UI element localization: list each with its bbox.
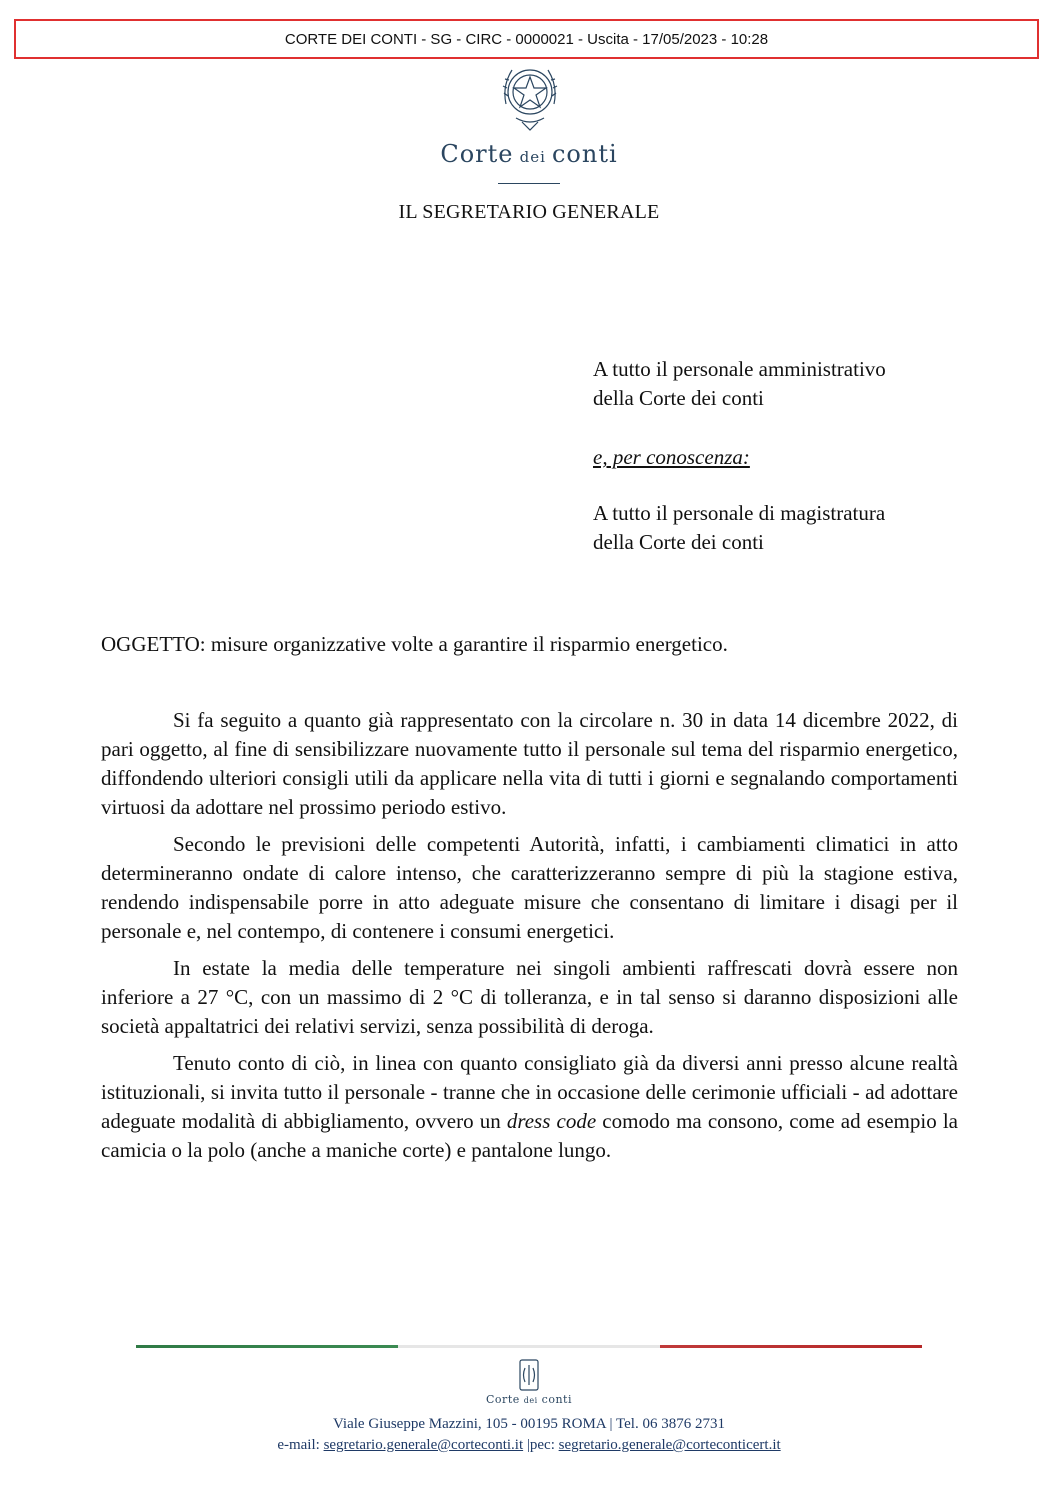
subject-line: OGGETTO: misure organizzative volte a garantire il risparmio energetico. [101, 632, 728, 656]
body-paragraph [101, 1049, 958, 1165]
primary-addressee [593, 355, 886, 413]
footer-flag-white [398, 1345, 660, 1348]
cc-label: e, per conoscenza: [593, 445, 750, 469]
secondary-addressee [593, 499, 885, 557]
email-label: e-mail: [277, 1437, 324, 1453]
body-text-run: Tenuto conto di ciò, in linea con quanto consigliato già da diversi anni presso alcune realtà istituzionali, si invita tutto il personale - tranne che in occasione delle cerimonie ufficiali - ad adottare adeguate modalità di abbigliamento, ovvero un [101, 1051, 958, 1133]
body-paragraph: Si fa seguito a quanto già rappresentato con la circolare n. 30 in data 14 dicembre 2022, di pari oggetto, al fine di sensibilizzare nuovamente tutto il personale sul tema del risparmio energetico, diffondendo ulteriori consigli utili da applicare nella vita di tutti i giorni e segnalando comportamenti virtuosi da adottare nel prossimo periodo estivo. [101, 708, 958, 819]
addressee-line: della Corte dei conti [593, 386, 764, 410]
footer-flag-green [136, 1345, 398, 1348]
institution-divider [498, 183, 560, 184]
body-paragraph: In estate la media delle temperature nei singoli ambienti raffrescati dovrà essere non inferiore a 27 °C, con un massimo di 2 °C di tolleranza, e in tal senso si daranno disposizioni alle società appaltatrici dei relativi servizi, senza possibilità di deroga. [101, 956, 958, 1038]
institution-name-part: conti [551, 140, 618, 168]
footer-address: Viale Giuseppe Mazzini, 105 - 00195 ROMA | Tel. 06 3876 2731 [333, 1416, 725, 1432]
footer-name-part: Corte [486, 1393, 520, 1406]
body-paragraph: Secondo le previsioni delle competenti Autorità, infatti, i cambiamenti climatici in atto determineranno ondate di calore intenso, che caratterizzeranno sempre di più la stagione estiva, rendendo indispensabile porre in atto adeguate misure che consentano di limitare i disagi per il personale e, nel contempo, di contenere i consumi energetici. [101, 832, 958, 943]
addressee-line: A tutto il personale amministrativo [593, 357, 886, 381]
footer-name-part: dei [523, 1396, 538, 1405]
protocol-text: CORTE DEI CONTI - SG - CIRC - 0000021 - Uscita - 17/05/2023 - 10:28 [284, 30, 769, 48]
institution-name-part: dei [519, 148, 546, 166]
body-text-italic: dress code [506, 1109, 597, 1133]
addressee-line: della Corte dei conti [593, 530, 764, 554]
corte-dei-conti-logo-icon [510, 1356, 548, 1394]
email-link[interactable]: segretario.generale@corteconti.it [323, 1437, 524, 1453]
office-title: IL SEGRETARIO GENERALE [398, 201, 660, 223]
institution-name-part: Corte [440, 140, 514, 168]
footer-flag-red [660, 1345, 922, 1348]
pec-label: |pec: [523, 1437, 559, 1453]
institution-name [0, 140, 1058, 168]
addressee-line: A tutto il personale di magistratura [593, 501, 886, 525]
letter-body [101, 706, 958, 1173]
footer-institution-name [0, 1393, 1058, 1406]
footer-name-part: conti [541, 1393, 572, 1406]
protocol-stamp [14, 19, 1039, 59]
body-text-run: comodo ma consono, come ad esempio la camicia o la polo (anche a maniche corte) e pantalone lungo. [101, 1109, 958, 1162]
italian-republic-emblem-icon [494, 56, 566, 134]
footer-contacts [0, 1437, 1058, 1454]
pec-link[interactable]: segretario.generale@corteconticert.it [558, 1437, 781, 1453]
